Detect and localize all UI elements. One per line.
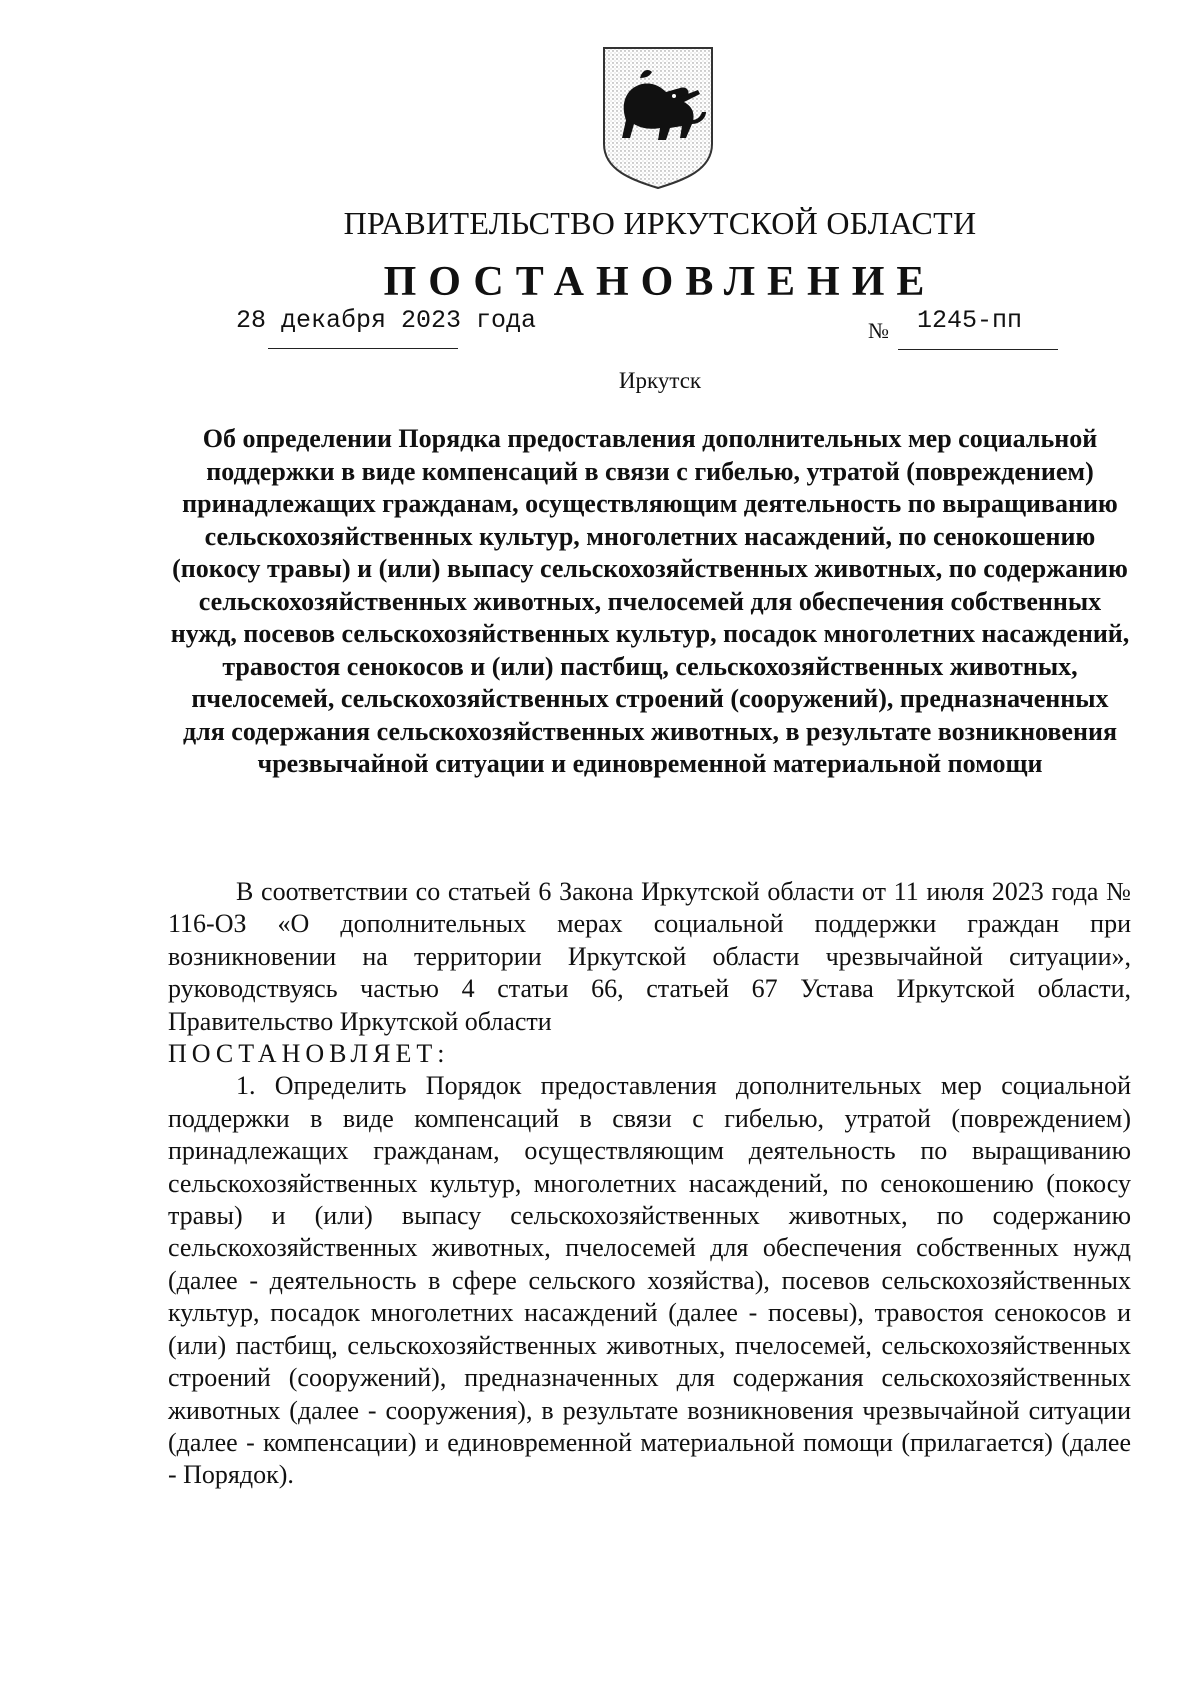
document-type-heading: ПОСТАНОВЛЕНИЕ xyxy=(383,259,937,305)
preamble-paragraph: В соответствии со статьей 6 Закона Иркутской области от 11 июля 2023 года № 116-ОЗ «О дополнительных мерах социальной поддержки граждан при возникновении на территории Иркутской области чрезвычайной ситуации», руководствуясь частью 4 статьи 66, статьей 67 Устава Иркутской области, Правительство Иркутской области xyxy=(168,877,1131,1036)
resolves-heading: ПОСТАНОВЛЯЕТ: xyxy=(168,1039,450,1069)
document-number: 1245-пп xyxy=(917,306,1023,335)
clause-1-paragraph: 1. Определить Порядок предоставления дополнительных мер социальной поддержки в виде компенсаций в связи с гибелью, утратой (повреждением) принадлежащих гражданам, осуществляющим деятельность по выращиванию сельскохозяйственных культур, многолетних насаждений, по сенокошению (покосу травы) и (или) выпасу сельскохозяйственных животных, по содержанию сельскохозяйственных животных, пчелосемей для обеспечения собственных нужд (далее - деятельность в сфере сельского хозяйства), посевов сельскохозяйственных культур, посадок многолетних насаждений (далее - посевы), травостоя сенокосов и (или) пастбищ, сельскохозяйственных животных, пчелосемей, сельскохозяйственных строений (сооружений), предназначенных для содержания сельскохозяйственных животных (далее - сооружения), в результате возникновения чрезвычайной ситуации (далее - компенсации) и единовременной материальной помощи (прилагается) (далее - Порядок). xyxy=(168,1071,1131,1490)
coat-of-arms-icon xyxy=(596,42,720,192)
number-sign: № xyxy=(868,318,889,343)
document-date: 28 декабря 2023 года xyxy=(236,306,537,335)
date-underline xyxy=(268,348,458,349)
number-underline xyxy=(898,349,1058,350)
document-title: Об определении Порядка предоставления дополнительных мер социальной поддержки в виде компенсаций в связи с гибелью, утратой (повреждением) принадлежащих гражданам, осуществляющим деятельность по выращиванию сельскохозяйственных культур, многолетних насаждений, по сенокошению (покосу травы) и (или) выпасу сельскохозяйственных животных, по содержанию сельскохозяйственных животных, пчелосемей для обеспечения собственных нужд, посевов сельскохозяйственных культур, посадок многолетних насаждений, травостоя сенокосов и (или) пастбищ, сельскохозяйственных животных, пчелосемей, сельскохозяйственных строений (сооружений), предназначенных для содержания сельскохозяйственных животных, в результате возникновения чрезвычайной ситуации и единовременной материальной помощи xyxy=(170,424,1130,778)
issuing-authority: ПРАВИТЕЛЬСТВО ИРКУТСКОЙ ОБЛАСТИ xyxy=(343,205,977,241)
document-body xyxy=(168,876,1131,1492)
document-city: Иркутск xyxy=(618,368,702,393)
